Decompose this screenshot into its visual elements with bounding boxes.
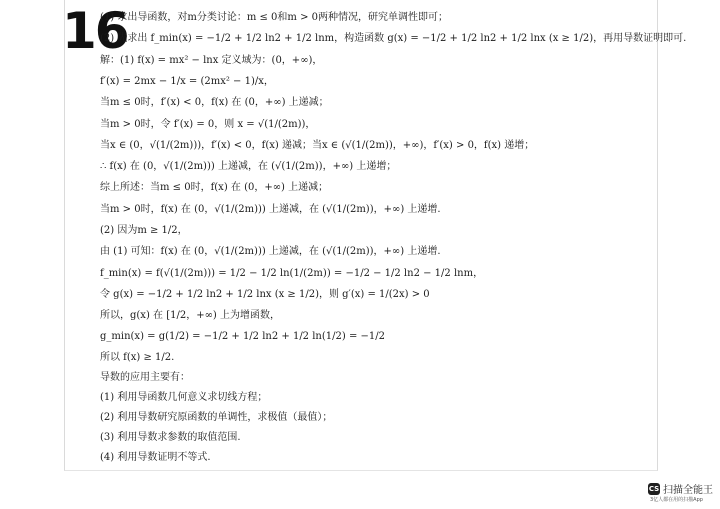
note-item: (2) 利用导数研究原函数的单调性，求极值（最值）； bbox=[100, 412, 333, 423]
solution-line: (1) 求出导函数，对m分类讨论：m ≤ 0和m > 0两种情况，研究单调性即可； bbox=[100, 12, 448, 23]
solution-line: 所以，g(x) 在 [1/2，+∞) 上为增函数， bbox=[100, 310, 280, 321]
camscanner-logo-icon: CS bbox=[648, 484, 660, 493]
note-item: (3) 利用导数求参数的取值范围. bbox=[100, 432, 241, 443]
solution-line: ∴ f(x) 在 (0，√(1/(2m))) 上递减，在 (√(1/(2m))，+∞) 上递增； bbox=[100, 161, 397, 172]
solution-line: (2) 先求出 f_min(x) = −1/2 + 1/2 ln2 + 1/2 lnm，构造函数 g(x) = −1/2 + 1/2 ln2 + 1/2 lnx (x ≥ 1/2)，再用导数证明即可. bbox=[100, 33, 687, 44]
solution-line: 由 (1) 可知：f(x) 在 (0，√(1/(2m))) 上递减，在 (√(1/(2m))，+∞) 上递增. bbox=[100, 246, 441, 257]
solution-line: f_min(x) = f(√(1/(2m))) = 1/2 − 1/2 ln(1/(2m)) = −1/2 − 1/2 ln2 − 1/2 lnm， bbox=[100, 268, 484, 279]
solution-line: f′(x) = 2mx − 1/x = (2mx² − 1)/x， bbox=[100, 76, 274, 87]
solution-line: (2) 因为m ≥ 1/2， bbox=[100, 225, 188, 236]
brand-name: 扫描全能王 bbox=[663, 485, 713, 496]
solution-line: 当m > 0时，f(x) 在 (0，√(1/(2m))) 上递减，在 (√(1/(2m))，+∞) 上递增. bbox=[100, 204, 441, 215]
solution-line: 综上所述：当m ≤ 0时，f(x) 在 (0，+∞) 上递减； bbox=[100, 182, 329, 193]
solution-line: 当m ≤ 0时，f′(x) < 0，f(x) 在 (0，+∞) 上递减； bbox=[100, 97, 329, 108]
note-item: (1) 利用导函数几何意义求切线方程； bbox=[100, 392, 268, 403]
note-item: (4) 利用导数证明不等式. bbox=[100, 452, 211, 463]
solution-line: 令 g(x) = −1/2 + 1/2 ln2 + 1/2 lnx (x ≥ 1/2)，则 g′(x) = 1/(2x) > 0 bbox=[100, 289, 430, 300]
notes-heading: 导数的应用主要有： bbox=[100, 372, 190, 383]
solution-line: 解：(1) f(x) = mx² − lnx 定义域为：(0，+∞)， bbox=[100, 55, 323, 66]
solution-line: 所以 f(x) ≥ 1/2. bbox=[100, 352, 175, 363]
solution-line: 当x ∈ (0，√(1/(2m)))，f′(x) < 0，f(x) 递减；当x ∈ (√(1/(2m))，+∞)，f′(x) > 0，f(x) 递增； bbox=[100, 140, 535, 151]
solution-line: g_min(x) = g(1/2) = −1/2 + 1/2 ln2 + 1/2 ln(1/2) = −1/2 bbox=[100, 331, 385, 342]
solution-line: 当m > 0时，令 f′(x) = 0，则 x = √(1/(2m))， bbox=[100, 119, 316, 130]
brand-tagline: 3亿人都在用的扫描App bbox=[650, 497, 703, 503]
page-number: 16 bbox=[62, 2, 128, 60]
scanner-watermark bbox=[648, 481, 713, 496]
